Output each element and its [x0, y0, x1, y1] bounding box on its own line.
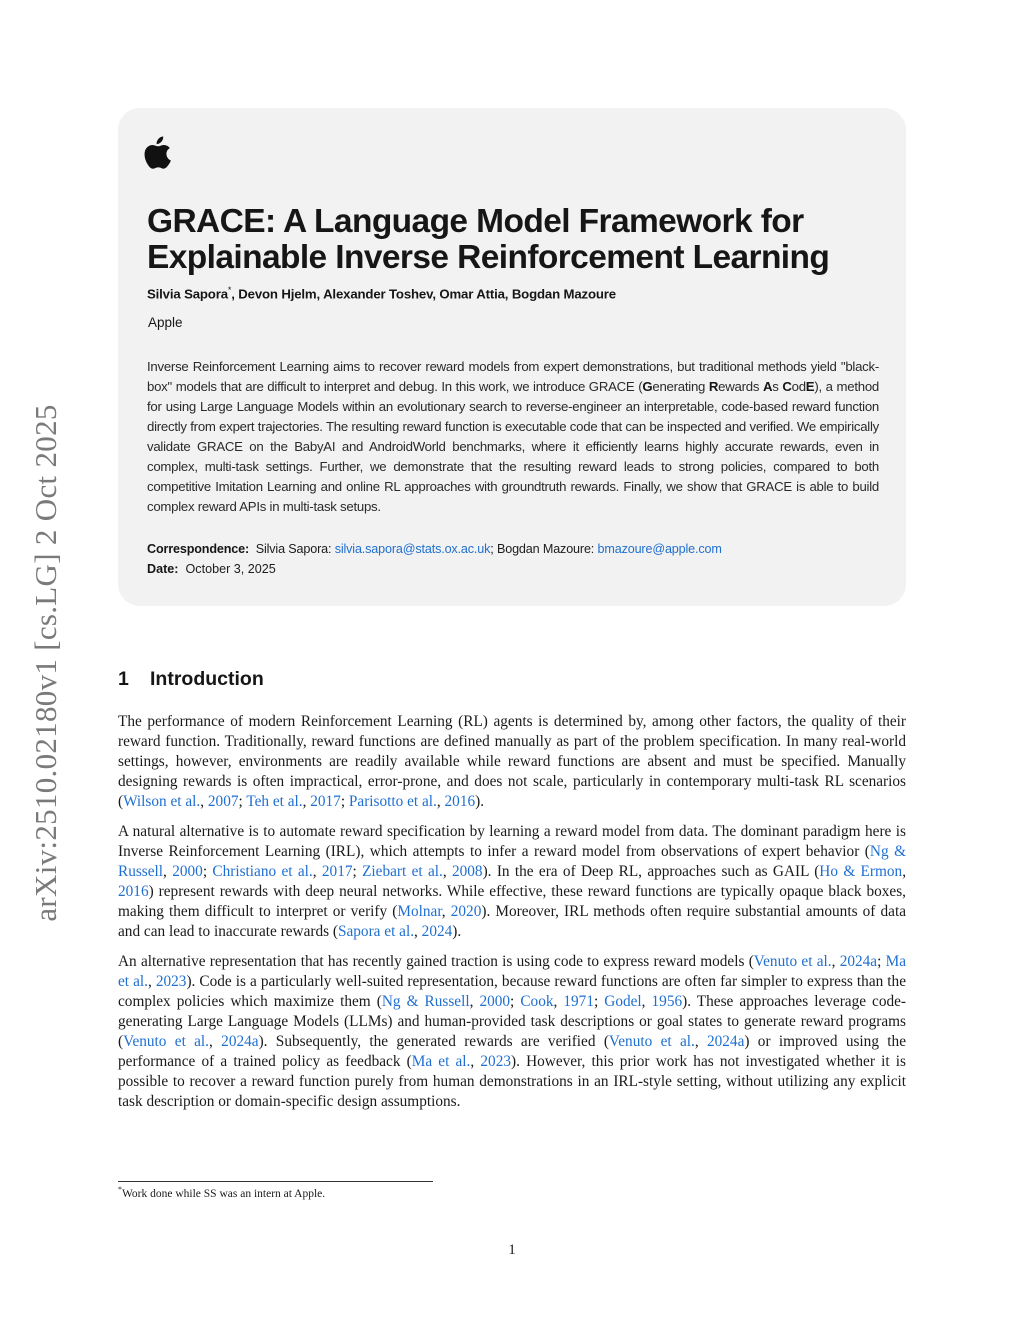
affiliation: Apple [148, 315, 183, 330]
date-label: Date: [147, 562, 179, 576]
paragraph-text: , [436, 793, 445, 810]
citation-link[interactable]: Godel [604, 993, 642, 1010]
paragraph-text: ; [202, 863, 213, 880]
paragraph-text: ; [593, 993, 605, 1010]
paragraph-text: , [831, 953, 840, 970]
email-link-sapora[interactable]: silvia.sapora@stats.ox.ac.uk [334, 542, 491, 556]
citation-link[interactable]: Ho & Ermon [819, 863, 903, 880]
citation-link[interactable]: 2000 [172, 863, 203, 880]
citation-link[interactable]: 2017 [321, 863, 353, 880]
paragraph [118, 952, 906, 1112]
citation-link[interactable]: 2023 [480, 1053, 511, 1070]
author-name: Devon Hjelm [238, 286, 317, 302]
author-name: Omar Attia [439, 286, 505, 302]
footnote-rule [118, 1181, 433, 1182]
correspondence: Correspondence: Silvia Sapora: silvia.sapora@stats.ox.ac.uk; Bogdan Mazoure: bmazoure@apple.com [147, 542, 722, 556]
paragraph-text: ). In the era of Deep RL, approaches such as GAIL ( [482, 863, 820, 880]
paragraph-text: ). Code is a particularly well-suited representation, because reward functions are often far simpler to express than the complex policies which maximize them ( [118, 973, 906, 1010]
paragraph-text: ). [452, 923, 462, 940]
paragraph-text: , [209, 1033, 222, 1050]
paragraph-text: ; [340, 793, 349, 810]
paper-title: GRACE: A Language Model Framework for Explainable Inverse Reinforcement Learning [147, 203, 830, 276]
section-heading [118, 668, 264, 691]
citation-link[interactable]: 2024a [839, 953, 878, 970]
publication-date [147, 562, 276, 576]
citation-link[interactable]: Sapora et al. [337, 923, 415, 940]
paragraph-text: ; [238, 793, 247, 810]
author-name: Bogdan Mazoure [511, 286, 616, 302]
citation-link[interactable]: Ma et al. [118, 953, 907, 990]
paragraph-text: An alternative representation that has recently gained traction is using code to express reward models ( [118, 953, 754, 970]
footnote-text: Work done while SS was an intern at Apple. [122, 1187, 326, 1200]
paragraph-text: , [469, 993, 480, 1010]
citation-link[interactable]: Venuto et al. [608, 1033, 695, 1050]
citation-link[interactable]: 2024 [421, 923, 453, 940]
citation-link[interactable]: 2023 [155, 973, 187, 990]
page-number: 1 [508, 1242, 516, 1258]
paragraph-text: , [414, 923, 422, 940]
paragraph-text: ). These approaches leverage code-generating Large Language Models (LLMs) and human-provided task descriptions or goal states to generate reward programs ( [118, 993, 907, 1050]
author-name: Silvia Sapora [147, 286, 228, 302]
footnote-mark: * [118, 1185, 122, 1194]
section-title: Introduction [150, 668, 264, 690]
citation-link[interactable]: Ng & Russell [118, 843, 906, 880]
citation-link[interactable]: 2016 [118, 883, 149, 900]
paragraph-text: , [200, 793, 208, 810]
paragraph-text: ). However, this prior work has not investigated whether it is possible to recover a reward function purely from human demonstrations in an IRL-style setting, without utilizing any explicit task description or domain-specific design assumptions. [118, 1053, 906, 1110]
paragraph-text: , [694, 1033, 707, 1050]
paragraph-text: , [553, 993, 564, 1010]
paragraph-text: , [902, 863, 907, 880]
paragraph [118, 712, 906, 812]
paragraph-text: , [442, 863, 452, 880]
citation-link[interactable]: 2016 [444, 793, 476, 810]
citation-link[interactable]: 2000 [479, 993, 511, 1010]
citation-link[interactable]: Teh et al. [246, 793, 303, 810]
citation-link[interactable]: 2024a [706, 1033, 745, 1050]
paragraph-text: , [312, 863, 322, 880]
apple-logo-icon [144, 136, 172, 170]
paragraph-text: ) represent rewards with deep neural networks. While effective, these reward functions are typically opaque black boxes, making them difficult to interpret or verify ( [118, 883, 906, 920]
paragraph-text: ). Subsequently, the generated rewards are verified ( [258, 1033, 609, 1050]
paragraph-text: ) or improved using the performance of a trained policy as feedback ( [118, 1033, 906, 1070]
citation-link[interactable]: Venuto et al. [123, 1033, 210, 1050]
section-number: 1 [118, 668, 129, 690]
citation-link[interactable]: Cook [520, 993, 554, 1010]
citation-link[interactable]: Venuto et al. [753, 953, 832, 970]
paragraph-text: ; [510, 993, 521, 1010]
citation-link[interactable]: 2024a [221, 1033, 259, 1050]
citation-link[interactable]: Ma et al. [411, 1053, 471, 1070]
arxiv-identifier [26, 380, 66, 946]
citation-link[interactable]: Christiano et al. [212, 863, 313, 880]
email-link-mazoure[interactable]: bmazoure@apple.com [597, 542, 722, 556]
citation-link[interactable]: 1971 [563, 993, 594, 1010]
paragraph [118, 822, 906, 942]
paragraph-text: , [163, 863, 173, 880]
abstract: Inverse Reinforcement Learning aims to recover reward models from expert demonstrations, but traditional methods yield "black-box" models that are difficult to interpret and debug. In this work, we introduce GRACE (Generating Rewards As CodE), a method for using Large Language Models within an evolutionary search to reverse-engineer an interpretable, code-based reward function directly from expert trajectories. The resulting reward function is executable code that can be inspected and verified. We empirically validate GRACE on the BabyAI and AndroidWorld benchmarks, where it efficiently learns highly accurate rewards, even in complex, multi-task settings. Further, we demonstrate that the resulting reward leads to strong policies, compared to both competitive Imitation Learning and online RL approaches with groundtruth rewards. Finally, we show that GRACE is able to build complex reward APIs in multi-task setups. [147, 359, 879, 514]
citation-link[interactable]: 2008 [451, 863, 483, 880]
citation-link[interactable]: 1956 [651, 993, 683, 1010]
author-name: Alexander Toshev [323, 286, 433, 302]
citation-link[interactable]: 2017 [310, 793, 341, 810]
footnote [118, 1185, 325, 1200]
author-footnote-mark: * [227, 285, 232, 295]
paragraph-text: ; [877, 953, 886, 970]
paragraph-text: The performance of modern Reinforcement Learning (RL) agents is determined by, among other factors, the quality of their reward function. Traditionally, reward functions are defined manually as part of the problem specification. In many real-world settings, however, environments are readily available while reward functions are absent and must be specified. Manually designing rewards is often impractical, error-prone, and does not scale, particularly in contemporary multi-task RL scenarios ( [118, 713, 906, 810]
citation-link[interactable]: Wilson et al. [123, 793, 201, 810]
citation-link[interactable]: Parisotto et al. [348, 793, 437, 810]
arxiv-identifier-text: arXiv:2510.02180v1 [cs.LG] 2 Oct 2025 [28, 404, 63, 922]
header-card [118, 108, 906, 606]
paragraph-text: , [441, 903, 451, 920]
paragraph-text: , [302, 793, 311, 810]
body-text [118, 712, 906, 1122]
paragraph-text: ). Moreover, IRL methods often require substantial amounts of data and can lead to inaccurate rewards ( [118, 903, 906, 940]
citation-link[interactable]: 2007 [207, 793, 239, 810]
date-value: October 3, 2025 [185, 562, 276, 576]
citation-link[interactable]: Ziebart et al. [362, 863, 443, 880]
author-list: Silvia Sapora*, Devon Hjelm, Alexander Toshev, Omar Attia, Bogdan Mazoure [147, 285, 616, 302]
paragraph-text: A natural alternative is to automate reward specification by learning a reward model from data. The dominant paradigm here is Inverse Reinforcement Learning (IRL), which attempts to infer a reward model from observations of expert behavior ( [118, 823, 906, 860]
paragraph-text: , [147, 973, 156, 990]
citation-link[interactable]: 2020 [450, 903, 482, 920]
citation-link[interactable]: Molnar [397, 903, 442, 920]
citation-link[interactable]: Ng & Russell [381, 993, 470, 1010]
paragraph-text: ). [475, 793, 485, 810]
paragraph-text: , [641, 993, 652, 1010]
paragraph-text: ; [352, 863, 363, 880]
correspondence-label: Correspondence: [147, 542, 250, 556]
paragraph-text: , [470, 1053, 481, 1070]
